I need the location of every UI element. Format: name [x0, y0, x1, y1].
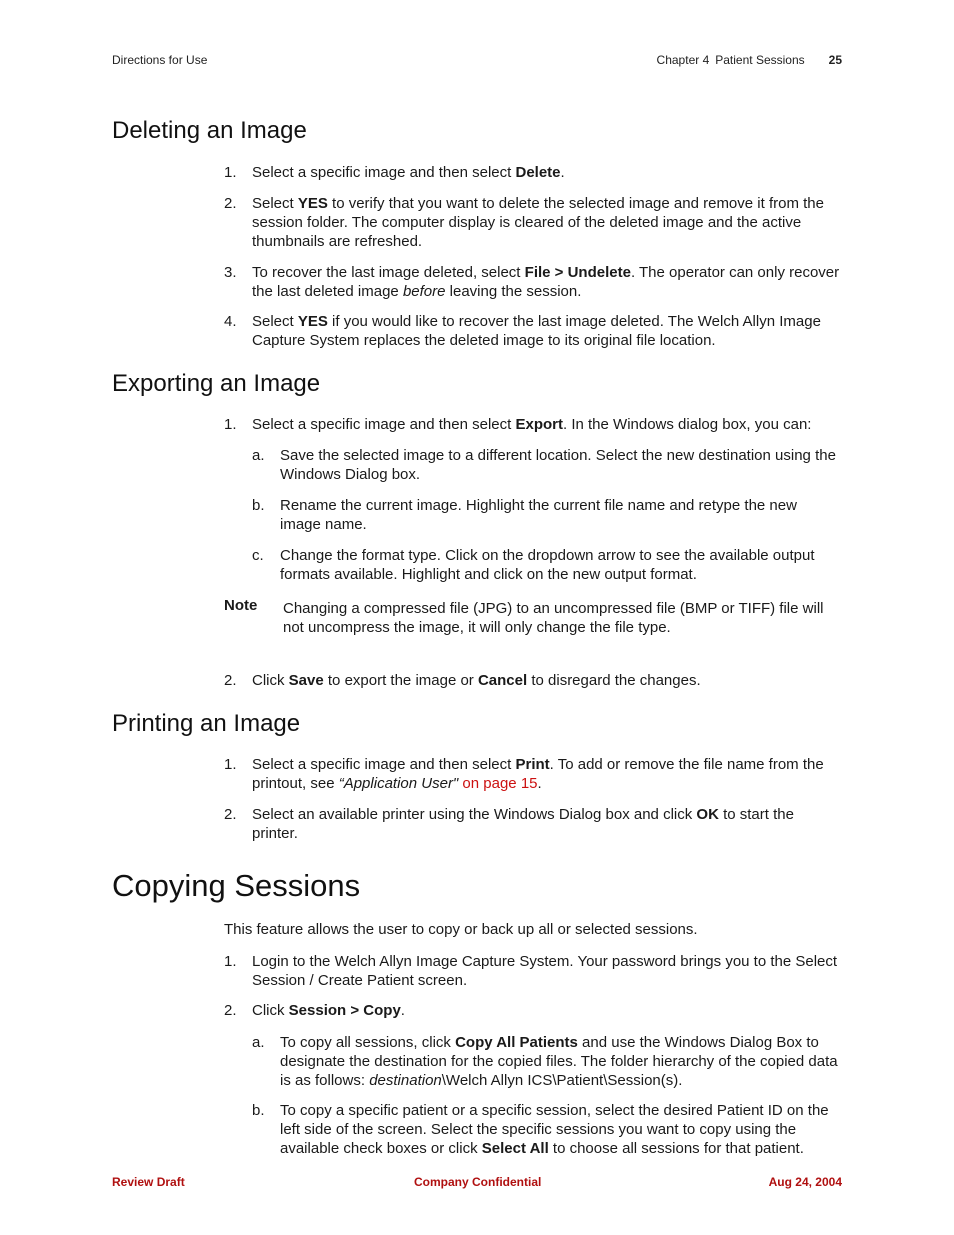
substep-text: Save the selected image to a different location. Select the new destination using the Windows Dialog box.: [280, 447, 836, 483]
step-number: 1.: [224, 416, 237, 433]
copying-intro: This feature allows the user to copy or back up all or selected sessions.: [224, 921, 698, 938]
step-text: Login to the Welch Allyn Image Capture System. Your password brings you to the Select Session / Create Patient screen.: [252, 953, 838, 989]
step-text: Select a specific image and then select Export. In the Windows dialog box, you can:: [252, 416, 812, 433]
footer-confidential: Company Confidential: [414, 1175, 542, 1189]
header-doc-title: Directions for Use: [112, 53, 208, 67]
header-chapter-number: Chapter 4: [656, 53, 710, 67]
heading-printing-image: Printing an Image: [112, 710, 301, 737]
step-text: Click Save to export the image or Cancel to disregard the changes.: [252, 672, 701, 689]
substep-letter: b.: [252, 497, 265, 514]
step-number: 4.: [224, 313, 237, 330]
step-text: To recover the last image deleted, select File > Undelete. The operator can only recover the last deleted image before leaving the session.: [252, 264, 840, 300]
substep-text: To copy a specific patient or a specific session, select the desired Patient ID on the left side of the screen. Select the specific sessions you want to copy using the available check boxes or click Select All to choose all sessions for that patient.: [280, 1102, 829, 1157]
step-text: Select a specific image and then select Delete.: [252, 164, 565, 181]
page-number: 25: [828, 53, 842, 67]
step-number: 2.: [224, 1002, 237, 1019]
step-number: 1.: [224, 756, 237, 773]
note-label: Note: [224, 597, 258, 614]
step-number: 2.: [224, 672, 237, 689]
header-section: Patient Sessions: [715, 53, 805, 67]
header-chapter: [657, 53, 842, 67]
footer-date: Aug 24, 2004: [768, 1175, 842, 1189]
step-text: Click Session > Copy.: [252, 1002, 405, 1019]
step-text: Select an available printer using the Windows Dialog box and click OK to start the printer.: [252, 806, 794, 842]
substep-letter: b.: [252, 1102, 265, 1119]
heading-deleting-image: Deleting an Image: [112, 117, 307, 144]
substep-letter: a.: [252, 1034, 265, 1051]
step-number: 2.: [224, 806, 237, 823]
substep-text: To copy all sessions, click Copy All Patients and use the Windows Dialog Box to designate the destination for the copied files. The folder hierarchy of the copied data is as follows: destination\Welch Allyn ICS\Patient\Session(s).: [280, 1034, 838, 1089]
step-number: 3.: [224, 264, 237, 281]
substep-letter: a.: [252, 447, 265, 464]
step-number: 1.: [224, 164, 237, 181]
heading-exporting-image: Exporting an Image: [112, 370, 321, 397]
step-number: 2.: [224, 195, 237, 212]
footer-review-draft: Review Draft: [112, 1175, 185, 1189]
step-text: Select YES if you would like to recover the last image deleted. The Welch Allyn Image Capture System replaces the deleted image to its original file location.: [252, 313, 821, 349]
heading-copying-sessions: Copying Sessions: [112, 868, 361, 903]
substep-text: Rename the current image. Highlight the current file name and retype the new image name.: [280, 497, 797, 533]
step-number: 1.: [224, 953, 237, 970]
substep-text: Change the format type. Click on the dropdown arrow to see the available output formats available. Highlight and click on the new output format.: [280, 547, 815, 583]
step-text: Select YES to verify that you want to delete the selected image and remove it from the session folder. The computer display is cleared of the deleted image and the active thumbnails are refreshed.: [252, 195, 824, 250]
note-text: Changing a compressed file (JPG) to an uncompressed file (BMP or TIFF) file will not uncompress the image, it will only change the file type.: [283, 600, 824, 636]
substep-letter: c.: [252, 547, 264, 564]
step-text: Select a specific image and then select Print. To add or remove the file name from the printout, see “Application User" on page 15.: [252, 756, 824, 792]
cross-reference-link[interactable]: on page 15: [458, 775, 538, 792]
